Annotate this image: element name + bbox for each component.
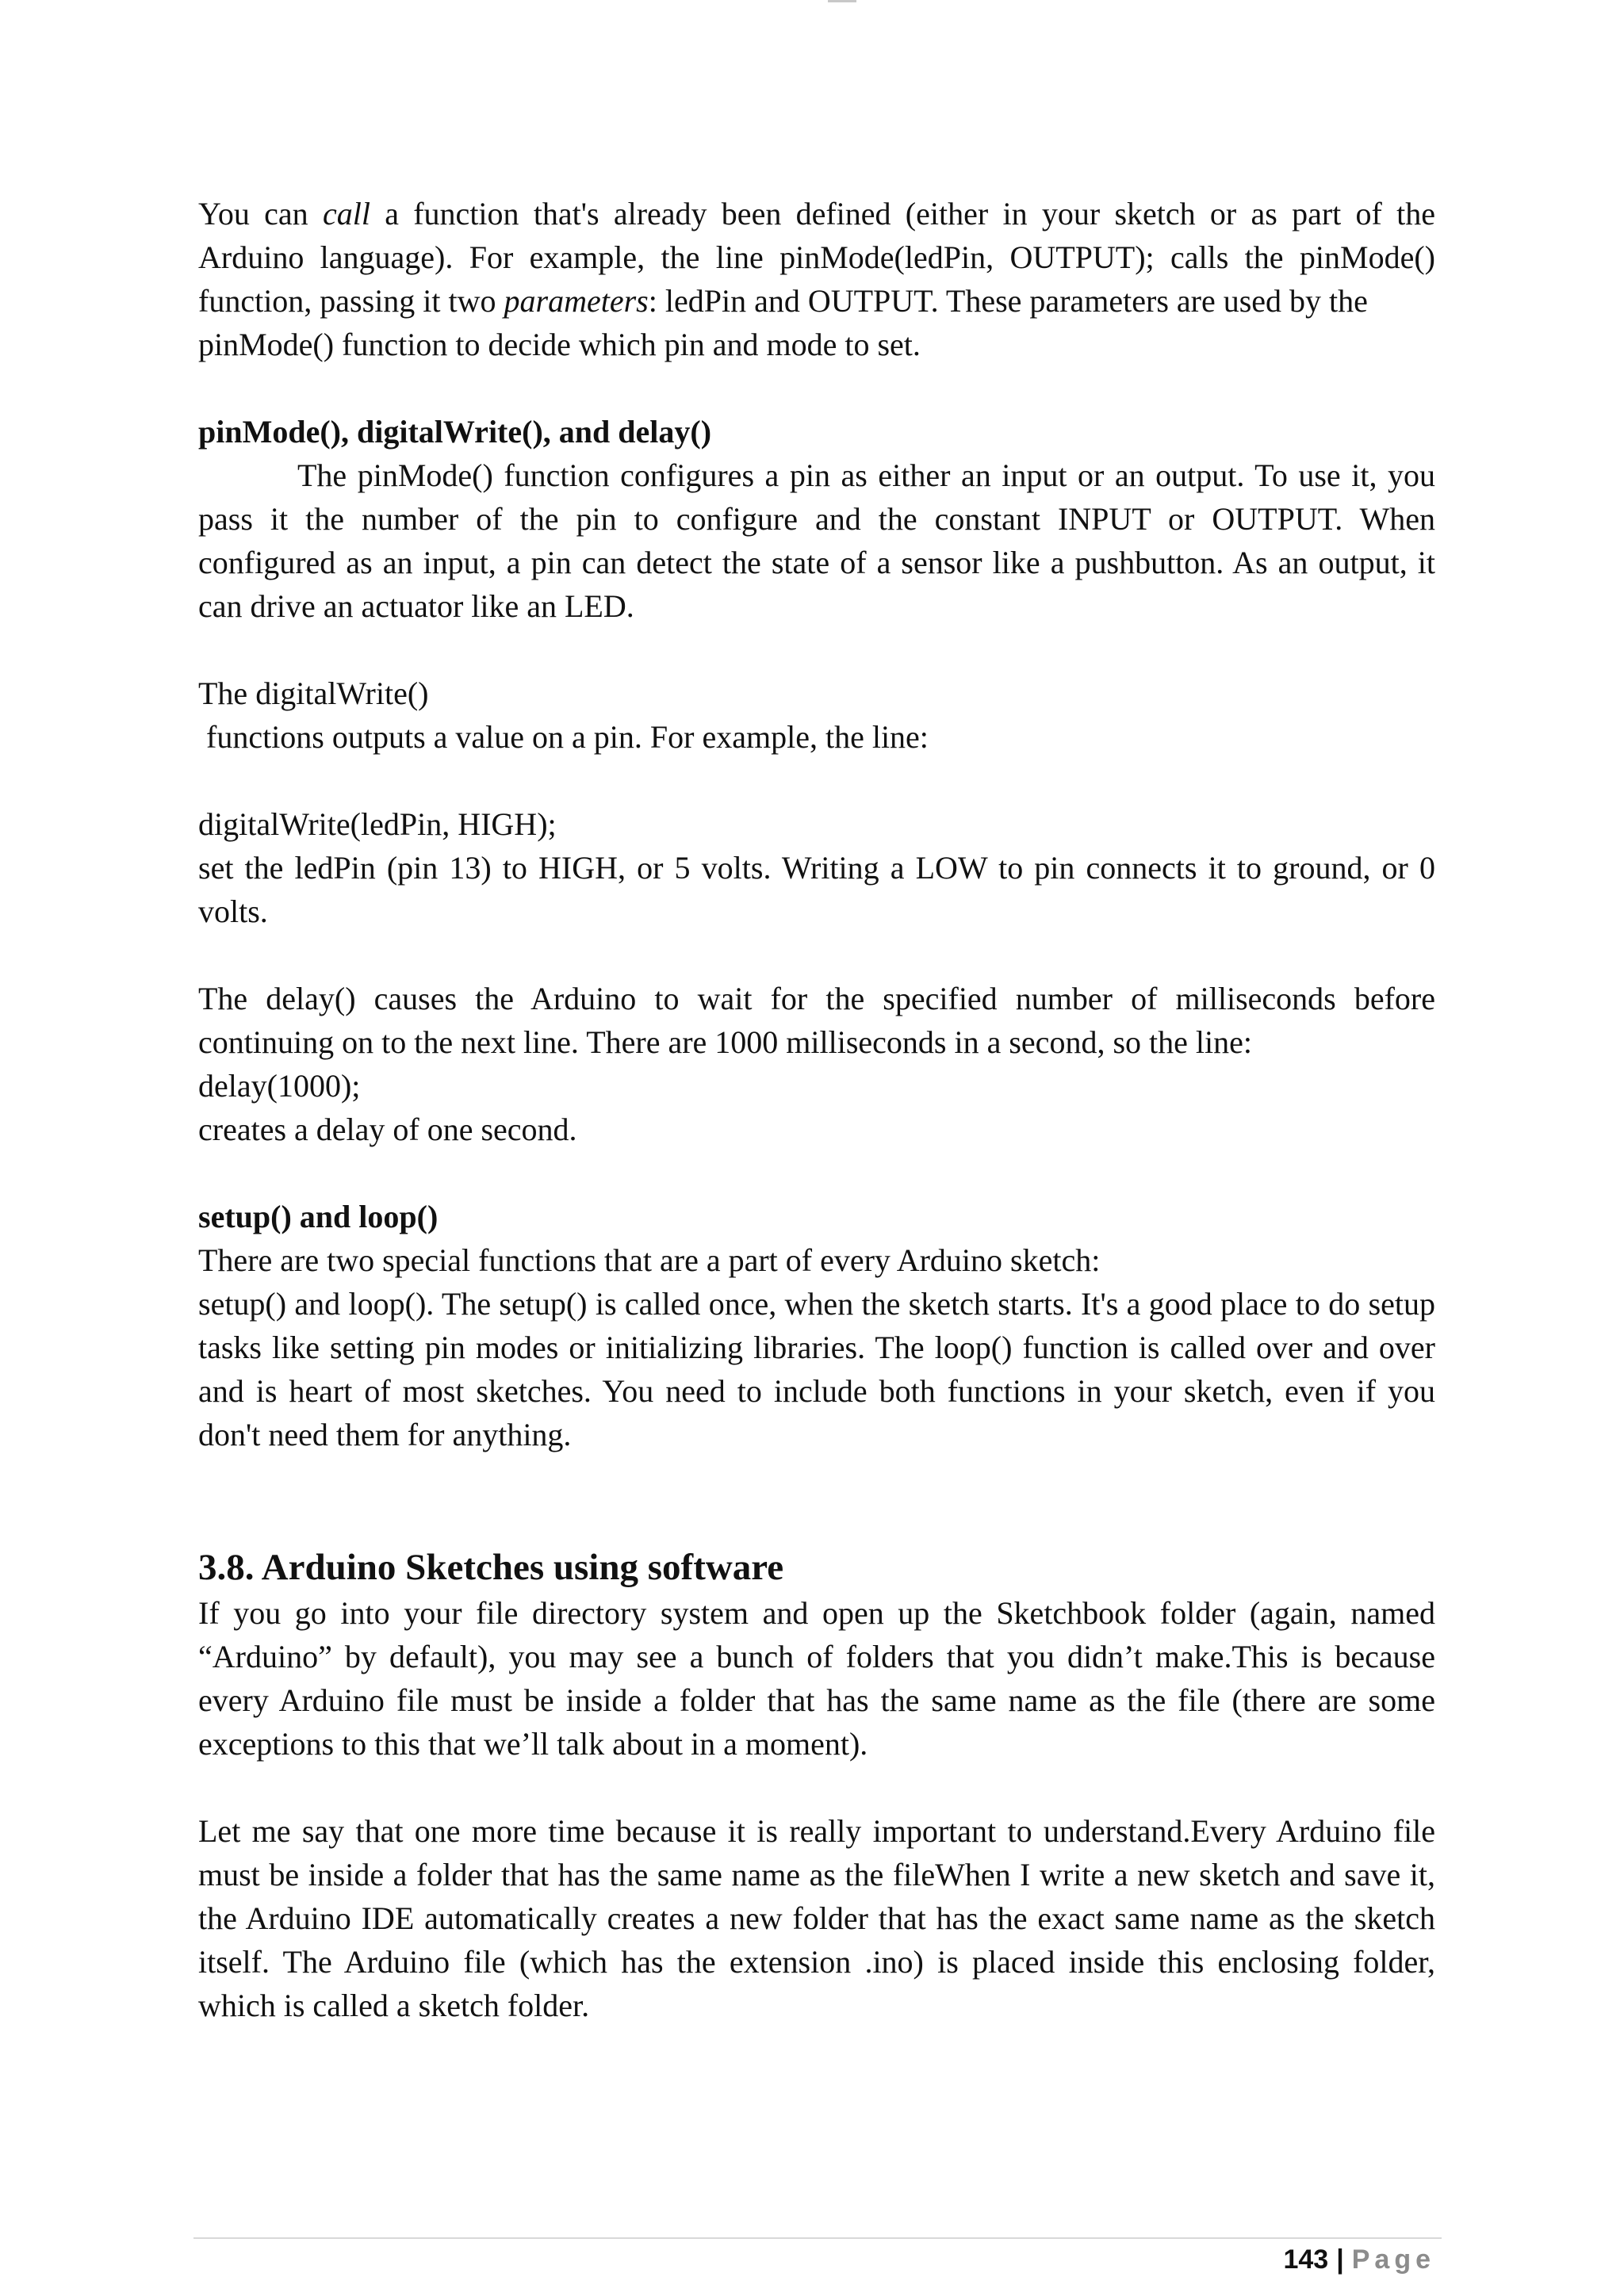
intro-paragraph-line2: pinMode() function to decide which pin and mode to set. (198, 327, 921, 362)
page-label: Page (1351, 2244, 1435, 2275)
digitalwrite-description: set the ledPin (pin 13) to HIGH, or 5 volts. Writing a LOW to pin connects it to ground, or 0 volts. (198, 850, 1435, 929)
intro-text-middle: a function that's already been defined (either in your sketch or as part of the Arduino language). For example, the line pinMode(ledPin, OUTPUT); calls the pinMode() function, passing it two (198, 196, 1436, 319)
digitalwrite-line1: The digitalWrite() (198, 675, 429, 711)
sketch-folder-paragraph: Let me say that one more time because it is really important to understand.Every Arduino file must be inside a folder that has the same name as the fileWhen I write a new sketch and save it, the Arduino IDE automatically creates a new folder that has the exact same name as the sketch itself. The Arduino file (which has the extension .ino) is placed inside this enclosing folder, which is called a sketch folder. (198, 1813, 1435, 2023)
footer-divider (193, 2237, 1442, 2239)
setup-loop-paragraph: setup() and loop(). The setup() is called once, when the sketch starts. It's a good place to do setup tasks like setting pin modes or initializing libraries. The loop() function is called over and over and is heart of most sketches. You need to include both functions in your sketch, even if you don't need them for anything. (198, 1286, 1435, 1452)
page-content (198, 192, 1435, 2027)
delay-paragraph: The delay() causes the Arduino to wait for the specified number of milliseconds before continuing on to the next line. There are 1000 milliseconds in a second, so the line: (198, 981, 1435, 1060)
pinmode-heading: pinMode(), digitalWrite(), and delay() (198, 414, 712, 450)
delay-code: delay(1000); (198, 1068, 361, 1104)
intro-paragraph (198, 192, 1435, 323)
sketchbook-paragraph: If you go into your file directory system and open up the Sketchbook folder (again, named “Arduino” by default), you may see a bunch of folders that you didn’t make.This is because every Arduino file must be inside a folder that has the same name as the file (there are some exceptions to this that we’ll talk about in a moment). (198, 1595, 1435, 1762)
page-footer (1283, 2244, 1435, 2275)
top-margin-mark (828, 0, 856, 2)
section-3-8-heading: 3.8. Arduino Sketches using software (198, 1547, 784, 1588)
page-number: 143 (1283, 2244, 1329, 2275)
setup-loop-intro: There are two special functions that are a part of every Arduino sketch: (198, 1242, 1101, 1278)
pinmode-paragraph: The pinMode() function configures a pin as either an input or an output. To use it, you pass it the number of the pin to configure and the constant INPUT or OUTPUT. When configured as an input, a pin can detect the state of a sensor like a pushbutton. As an output, it can drive an actuator like an LED. (198, 457, 1435, 624)
intro-emphasis-parameters: parameters (504, 283, 649, 319)
digitalwrite-line2: functions outputs a value on a pin. For example, the line: (198, 719, 929, 755)
intro-text-end: : ledPin and OUTPUT. These parameters are used by the (648, 283, 1368, 319)
digitalwrite-code: digitalWrite(ledPin, HIGH); (198, 806, 557, 842)
setup-loop-heading: setup() and loop() (198, 1199, 439, 1234)
delay-description: creates a delay of one second. (198, 1112, 577, 1147)
intro-emphasis-call: call (322, 196, 370, 232)
footer-separator: | (1336, 2244, 1344, 2275)
intro-text-start: You can (198, 196, 323, 232)
